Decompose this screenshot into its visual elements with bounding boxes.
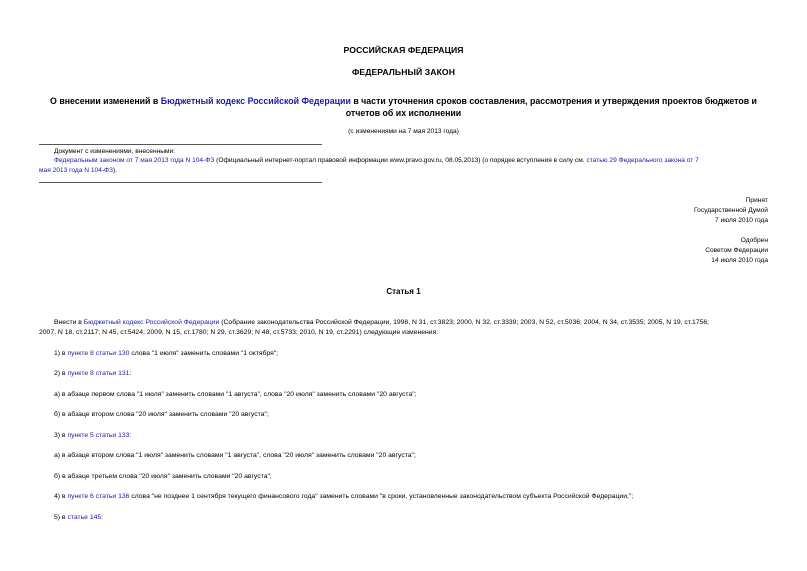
item-5-link[interactable]: статье 145 (67, 514, 102, 521)
item-2b: б) в абзаце втором слова "20 июля" заменить словами "20 августа"; (54, 411, 269, 418)
amended-note: (с изменениями на 7 мая 2013 года) (348, 128, 459, 135)
item-5-prefix: 5) в (54, 514, 68, 521)
changes-text1: (Официальный интернет-портал правовой информации www.pravo.gov.ru, 08.05.2013) (о порядке вступления в силу см. (214, 157, 587, 164)
changes-bottom-rule (39, 182, 322, 183)
item-4-text: слова "не позднее 1 сентября текущего финансового года" заменить словами "в сроки, установленные законодательством субъекта Российской Федерации,"; (129, 493, 634, 500)
item-2 (54, 369, 131, 379)
article-29-link[interactable]: статью 29 Федерального закона от 7 (586, 157, 699, 164)
article-title: Статья 1 (386, 287, 421, 296)
intro-budget-code-link[interactable]: Бюджетный кодекс Российской Федерации (83, 319, 220, 326)
budget-code-link[interactable]: Бюджетный кодекс Российской Федерации (160, 96, 351, 106)
law-title-line1 (0, 95, 807, 107)
amending-law-link[interactable]: Федеральным законом от 7 мая 2013 года N 104-ФЗ (54, 157, 215, 164)
item-2a: а) в абзаце первом слова "1 июля" заменить словами "1 августа", слова "20 июля" заменить словами "20 августа"; (54, 391, 417, 398)
changes-line2 (39, 166, 117, 175)
item-3 (54, 431, 131, 441)
changes-intro: Документ с изменениями, внесенными: (54, 148, 176, 155)
country-heading: РОССИЙСКАЯ ФЕДЕРАЦИЯ (343, 45, 464, 55)
accepted-date: 7 июля 2010 года (714, 217, 768, 224)
item-5 (54, 513, 103, 523)
intro-rest: (Собрание законодательства Российской Федерации, 1998, N 31, ст.3823; 2000, N 32, ст.3339; 2003, N 52, ст.5036; 2004, N 34, ст.3535; 2005, N 19, ст.1756; (219, 319, 710, 326)
changes-line1 (54, 156, 774, 165)
item-3-prefix: 3) в (54, 432, 68, 439)
item-2-link[interactable]: пункте 8 статьи 131 (67, 370, 130, 377)
intro-prefix: Внести в (54, 319, 84, 326)
article-intro-line2: 2007, N 18, ст.2117; N 45, ст.5424; 2009, N 15, ст.1780; N 29, ст.3629; N 48, ст.5733; 2010, N 19, ст.2291) следующие изменения: (39, 329, 439, 336)
item-2-prefix: 2) в (54, 370, 68, 377)
title-prefix: О внесении изменений в (50, 96, 161, 106)
item-3b: б) в абзаце третьем слова "20 июля" заменить словами "20 августа"; (54, 473, 272, 480)
approved-label: Одобрен (740, 237, 768, 244)
item-4-link[interactable]: пункте 6 статьи 136 (67, 493, 130, 500)
item-1-text: слова "1 июля" заменить словами "1 октября"; (129, 350, 279, 357)
changes-top-rule (39, 144, 322, 145)
approved-date: 14 июля 2010 года (711, 257, 768, 264)
accepted-label: Принят (745, 197, 768, 204)
item-4 (54, 492, 633, 502)
item-3a: а) в абзаце втором слова "1 июля" заменить словами "1 августа", слова "20 июля" заменить словами "20 августа"; (54, 452, 416, 459)
article-29-link-cont[interactable]: мая 2013 года N 104-ФЗ (39, 167, 114, 174)
accepted-by: Государственной Думой (694, 207, 768, 214)
changes-text2: ). (113, 167, 118, 174)
item-1-link[interactable]: пункте 8 статьи 130 (67, 350, 130, 357)
item-1-prefix: 1) в (54, 350, 68, 357)
item-3-link[interactable]: пункте 5 статьи 133 (67, 432, 130, 439)
approved-by: Советом Федерации (705, 247, 768, 254)
doc-type-heading: ФЕДЕРАЛЬНЫЙ ЗАКОН (351, 67, 456, 77)
item-4-prefix: 4) в (54, 493, 68, 500)
article-intro-line1 (54, 318, 784, 328)
item-2-text: : (129, 370, 132, 377)
item-1 (54, 349, 278, 359)
law-title-line2: отчетов об их исполнении (345, 108, 462, 118)
title-suffix: в части уточнения сроков составления, рассмотрения и утверждения проектов бюджетов и (350, 96, 757, 106)
item-5-text: : (101, 514, 104, 521)
item-3-text: : (129, 432, 132, 439)
